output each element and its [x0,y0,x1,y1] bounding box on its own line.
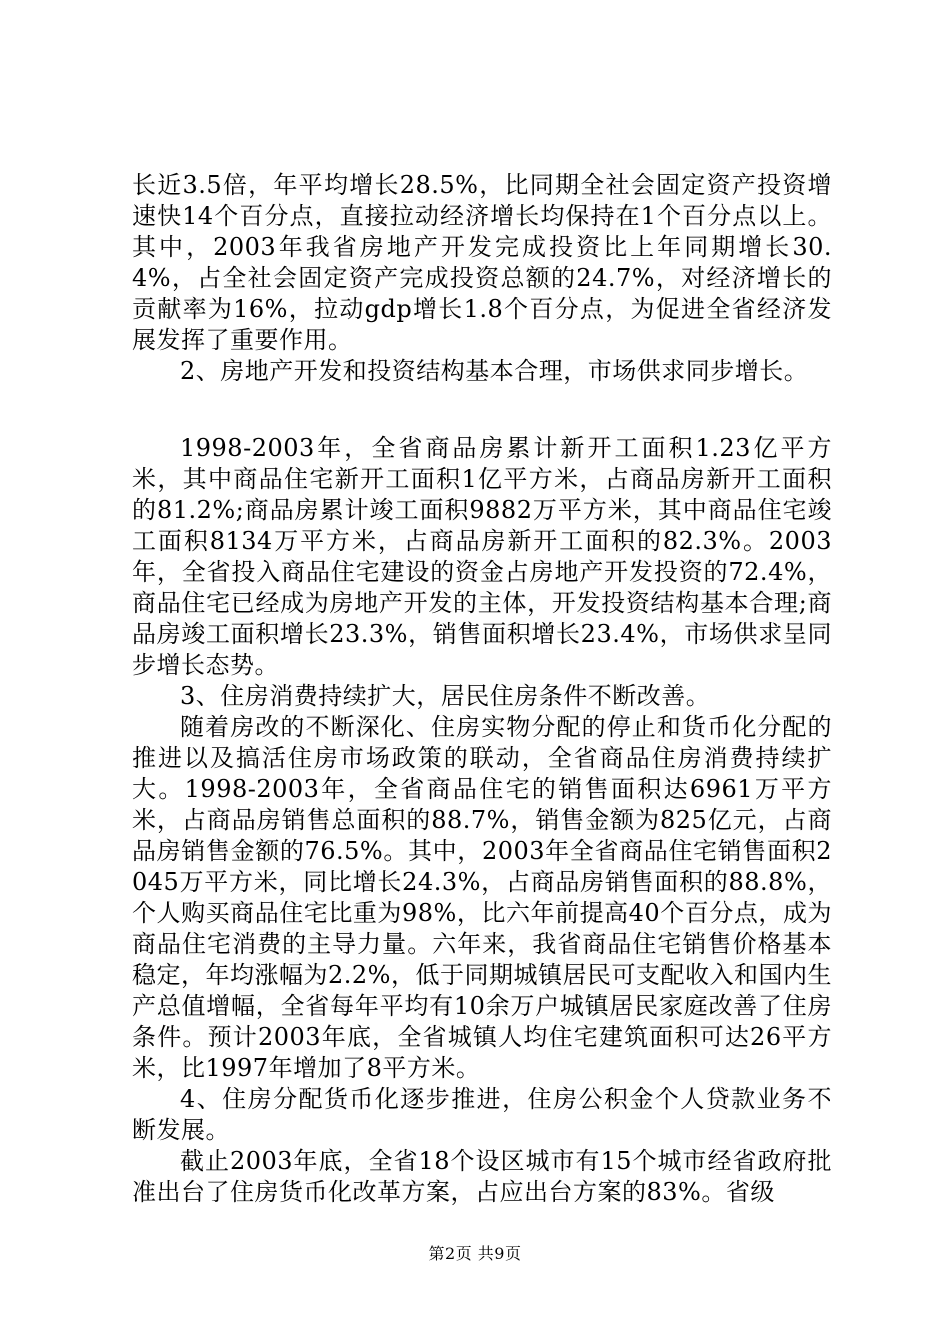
heading-item-4: 4、住房分配货币化逐步推进，住房公积金个人贷款业务不断发展。 [132,1085,832,1144]
document-body [132,170,832,1208]
paragraph-investment-growth: 长近3.5倍，年平均增长28.5%，比同期全社会固定资产投资增速快14个百分点，直接拉动经济增长均保持在1个百分点以上。其中，2003年我省房地产开发完成投资比上年同期增长30.4%，占全社会固定资产完成投资总额的24.7%，对经济增长的贡献率为16%，拉动gdp增长1.8个百分点，为促进全省经济发展发挥了重要作用。 [132,171,832,354]
paragraph-monetization: 截止2003年底，全省18个设区城市有15个城市经省政府批准出台了住房货币化改革方案，占应出台方案的83%。省级 [132,1147,832,1206]
heading-item-3: 3、住房消费持续扩大，居民住房条件不断改善。 [180,682,711,710]
page-number-footer: 第2页 共9页 [428,1244,522,1263]
paragraph-consumption: 随着房改的不断深化、住房实物分配的停止和货币化分配的推进以及搞活住房市场政策的联动，全省商品住房消费持续扩大。1998-2003年，全省商品住宅的销售面积达6961万平方米，占商品房销售总面积的88.7%，销售金额为825亿元，占商品房销售金额的76.5%。其中，2003年全省商品住宅销售面积2045万平方米，同比增长24.3%，占商品房销售面积的88.8%，个人购买商品住宅比重为98%，比六年前提高40个百分点，成为商品住宅消费的主导力量。六年来，我省商品住宅销售价格基本稳定，年均涨幅为2.2%，低于同期城镇居民可支配收入和国内生产总值增幅，全省每年平均有10余万户城镇居民家庭改善了住房条件。预计2003年底，全省城镇人均住宅建筑面积可达26平方米，比1997年增加了8平方米。 [132,713,832,1082]
paragraph-structure: 1998-2003年，全省商品房累计新开工面积1.23亿平方米，其中商品住宅新开工面积1亿平方米，占商品房新开工面积的81.2%;商品房累计竣工面积9882万平方米，其中商品住宅竣工面积8134万平方米，占商品房新开工面积的82.3%。2003年，全省投入商品住宅建设的资金占房地产开发投资的72.4%，商品住宅已经成为房地产开发的主体，开发投资结构基本合理;商品房竣工面积增长23.3%，销售面积增长23.4%，市场供求呈同步增长态势。 [132,434,832,679]
blank-gap [132,387,832,433]
heading-item-2: 2、房地产开发和投资结构基本合理，市场供求同步增长。 [180,357,809,385]
